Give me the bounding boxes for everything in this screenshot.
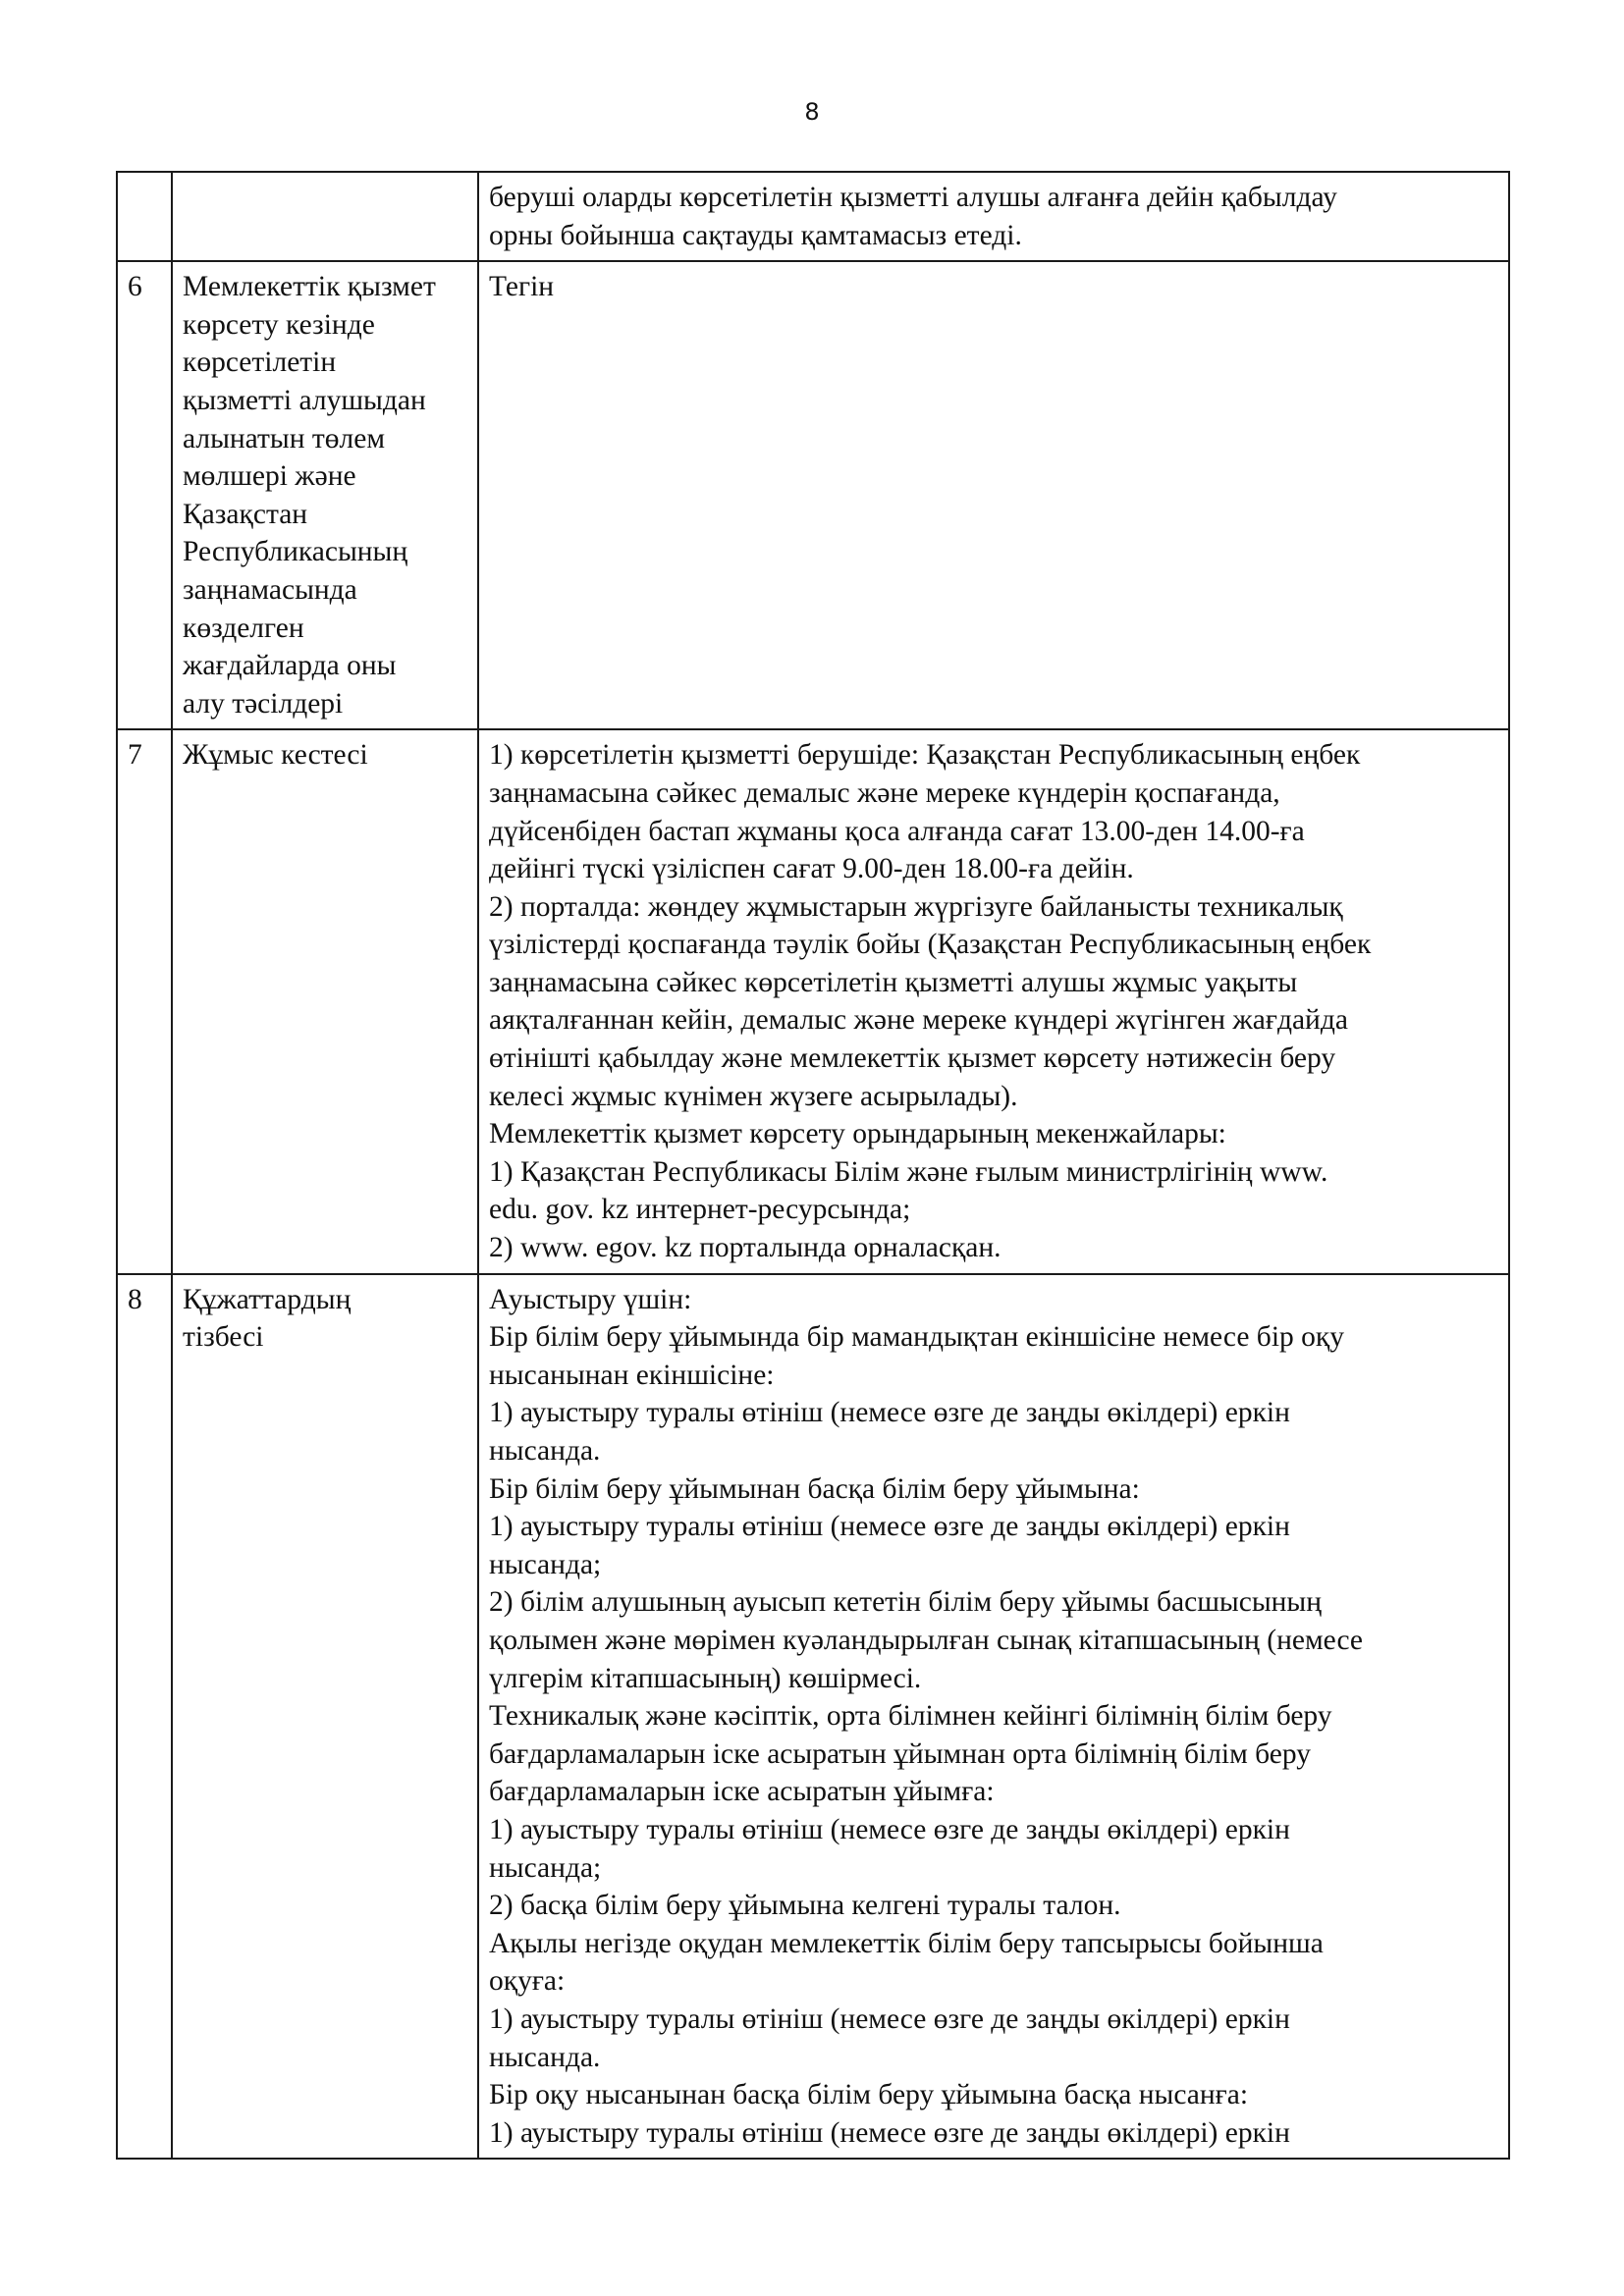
content-line: беруші оларды көрсетілетін қызметті алушы алғанға дейін қабылдау: [489, 182, 1337, 213]
row-number: 7: [128, 739, 142, 772]
label-line: Республикасының: [183, 536, 408, 568]
content-line: үзілістерді қоспағанда тәулік бойы (Қазақстан Республикасының еңбек: [489, 929, 1372, 961]
label-line: көрсету кезінде: [183, 308, 375, 341]
row-label-cell: [172, 729, 478, 1273]
content-line: оқуға:: [489, 1965, 566, 1998]
content-line: дүйсенбіден бастап жұманы қоса алғанда сағат 13.00-ден 14.00-ға: [489, 815, 1305, 847]
content-line: үлгерім кітапшасының) көшірмесі.: [489, 1662, 922, 1694]
label-line: Мемлекеттік қызмет: [183, 271, 436, 303]
content-line: 1) көрсетілетін қызметті берушіде: Қазақстан Республикасының еңбек: [489, 739, 1361, 772]
content-line: нысанда.: [489, 1435, 601, 1467]
row-content-cell: [478, 261, 1509, 729]
label-line: Жұмыс кестесі: [183, 739, 368, 772]
content-line: Бір білім беру ұйымынан басқа білім беру ұйымына:: [489, 1472, 1140, 1505]
label-line: көзделген: [183, 612, 304, 644]
content-line: нысанынан екіншісіне:: [489, 1359, 775, 1391]
content-line: Бір оқу нысанынан басқа білім беру ұйымына басқа нысанға:: [489, 2079, 1249, 2111]
row-number-cell: [117, 1274, 172, 2160]
row-number-cell: [117, 261, 172, 729]
label-line: алу тәсілдері: [183, 687, 344, 720]
content-line: edu. gov. kz интернет-ресурсында;: [489, 1194, 911, 1226]
label-line: Қазақстан: [183, 498, 308, 530]
content-line: қолымен және мөрімен куәландырылған сынақ кітапшасының (немесе: [489, 1624, 1364, 1656]
row-label-cell: [172, 1274, 478, 2160]
content-line: 1) ауыстыру туралы өтініш (немесе өзге де заңды өкілдері) еркін: [489, 1813, 1290, 1845]
content-line: 1) ауыстыру туралы өтініш (немесе өзге де заңды өкілдері) еркін: [489, 1397, 1290, 1429]
content-line: Техникалық және кәсіптік, орта білімнен кейінгі білімнің білім беру: [489, 1700, 1332, 1733]
service-standard-table: [116, 171, 1510, 2160]
table-row: [117, 172, 1509, 261]
label-line: мөлшері және: [183, 460, 356, 493]
content-line: өтінішті қабылдау және мемлекеттік қызмет көрсету нәтижесін беру: [489, 1042, 1336, 1075]
row-content-cell: [478, 729, 1509, 1273]
content-line: Бір білім беру ұйымында бір мамандықтан екіншісіне немесе бір оқу: [489, 1321, 1344, 1354]
content-line: 1) ауыстыру туралы өтініш (немесе өзге де заңды өкілдері) еркін: [489, 1511, 1290, 1543]
content-line: Ақылы негізде оқудан мемлекеттік білім беру тапсырысы бойынша: [489, 1927, 1324, 1959]
content-line: аяқталғаннан кейін, демалыс және мереке күндері жүгінген жағдайда: [489, 1004, 1348, 1037]
content-line: нысанда;: [489, 1851, 602, 1884]
content-line: 1) ауыстыру туралы өтініш (немесе өзге де заңды өкілдері) еркін: [489, 2002, 1290, 2035]
label-line: тізбесі: [183, 1321, 264, 1354]
content-line: дейінгі түскі үзіліспен сағат 9.00-ден 18.00-ға дейін.: [489, 853, 1134, 885]
content-line: 2) порталда: жөндеу жұмыстарын жүргізуге байланысты техникалық: [489, 890, 1343, 923]
label-line: көрсетілетін: [183, 347, 337, 379]
content-line: 2) басқа білім беру ұйымына келгені туралы талон.: [489, 1890, 1121, 1922]
row-number-cell: [117, 729, 172, 1273]
content-line: 1) Қазақстан Республикасы Білім және ғылым министрлігінің www.: [489, 1155, 1328, 1188]
label-line: қызметті алушыдан: [183, 384, 426, 416]
row-content-cell: [478, 172, 1509, 261]
content-line: 1) ауыстыру туралы өтініш (немесе өзге де заңды өкілдері) еркін: [489, 2116, 1290, 2149]
table-row: [117, 261, 1509, 729]
label-line: Құжаттардың: [183, 1283, 352, 1315]
table-row: [117, 729, 1509, 1273]
row-number-cell: [117, 172, 172, 261]
content-line: Мемлекеттік қызмет көрсету орындарының мекенжайлары:: [489, 1118, 1226, 1150]
content-line: Ауыстыру үшін:: [489, 1283, 692, 1315]
content-line: бағдарламаларын іске асыратын ұйымнан орта білімнің білім беру: [489, 1737, 1311, 1770]
content-line: келесі жұмыс күнімен жүзеге асырылады).: [489, 1080, 1018, 1112]
row-label-cell: [172, 261, 478, 729]
content-line: 2) білім алушының ауысып кететін білім беру ұйымы басшысының: [489, 1586, 1323, 1619]
row-label-cell: [172, 172, 478, 261]
label-line: заңнамасында: [183, 573, 357, 606]
content-line: нысанда;: [489, 1548, 602, 1580]
row-number: 8: [128, 1283, 142, 1315]
content-line: заңнамасына сәйкес демалыс және мереке күндерін қоспағанда,: [489, 776, 1280, 809]
page-number: 8: [804, 98, 820, 126]
table-row: [117, 1274, 1509, 2160]
label-line: алынатын төлем: [183, 422, 386, 454]
row-content-cell: [478, 1274, 1509, 2160]
content-line: Тегін: [489, 271, 555, 303]
content-line: нысанда.: [489, 2041, 601, 2073]
content-line: 2) www. egov. kz порталында орналасқан.: [489, 1232, 1001, 1264]
row-number: 6: [128, 271, 142, 303]
content-line: бағдарламаларын іске асыратын ұйымға:: [489, 1776, 995, 1808]
content-line: заңнамасына сәйкес көрсетілетін қызметті алушы жұмыс уақыты: [489, 966, 1298, 998]
label-line: жағдайларда оны: [183, 650, 397, 682]
content-line: орны бойынша сақтауды қамтамасыз етеді.: [489, 219, 1022, 251]
